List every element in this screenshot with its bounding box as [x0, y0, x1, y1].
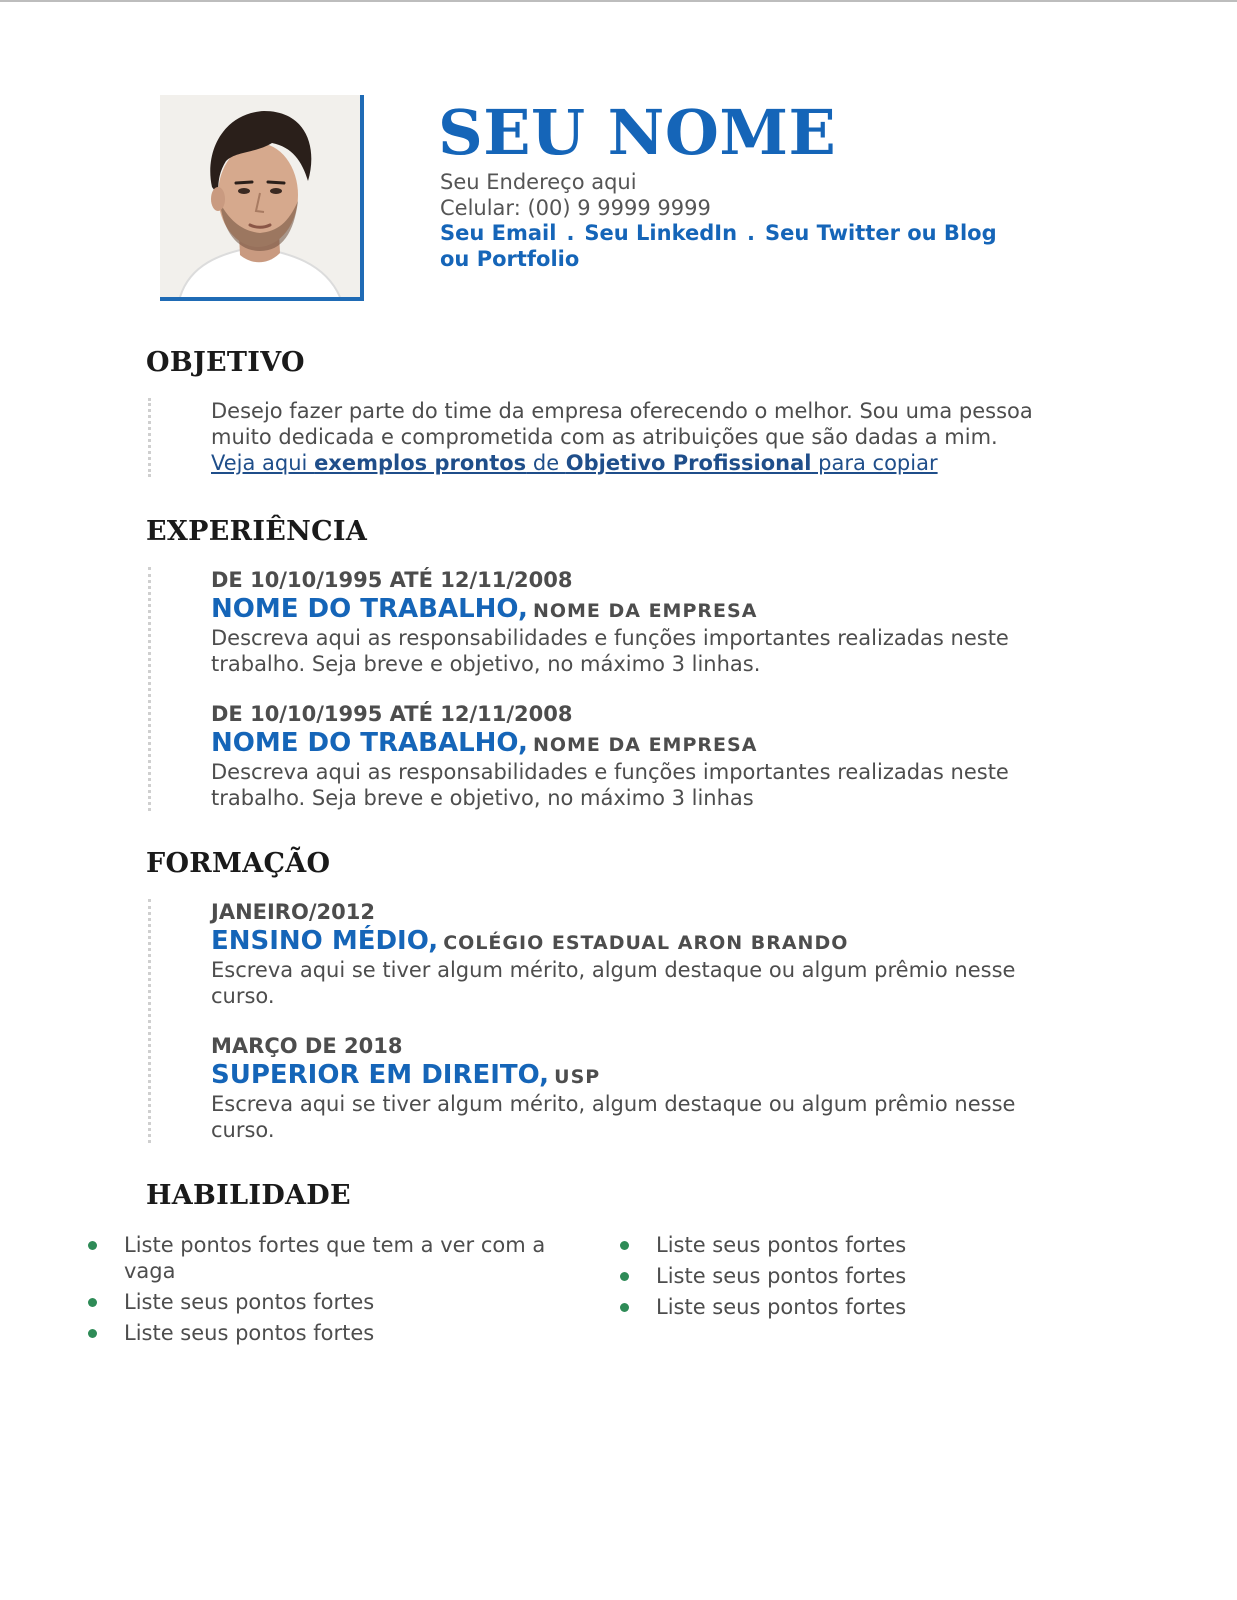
- skill-item: [620, 1263, 1060, 1289]
- section-title-experiencia: EXPERIÊNCIA: [146, 516, 368, 547]
- twitter-link[interactable]: Seu Twitter ou Blog ou Portfolio: [440, 221, 997, 271]
- candidate-name: SEU NOME: [438, 96, 837, 169]
- entry-date: DE 10/10/1995 ATÉ 12/11/2008: [211, 568, 573, 592]
- bullet-icon: [88, 1298, 97, 1307]
- skills-column-right: [620, 1232, 1060, 1325]
- objetivo-block: [148, 398, 1078, 477]
- experience-entry: [211, 701, 1078, 811]
- portrait-image: [160, 95, 360, 297]
- skill-item: [88, 1289, 558, 1315]
- link-text: para copiar: [811, 451, 938, 475]
- link-text: de: [526, 451, 566, 475]
- entry-description: Descreva aqui as responsabilidades e funções importantes realizadas neste trabalho. Seja breve e objetivo, no máximo 3 linhas: [211, 760, 1009, 810]
- entry-heading: [211, 727, 1078, 759]
- entry-date: DE 10/10/1995 ATÉ 12/11/2008: [211, 702, 573, 726]
- experience-entry: [211, 567, 1078, 677]
- profile-photo: [160, 95, 364, 301]
- job-title: NOME DO TRABALHO,: [211, 594, 528, 624]
- school-name: USP: [554, 1066, 601, 1088]
- bullet-icon: [620, 1272, 629, 1281]
- skill-text: Liste seus pontos fortes: [124, 1290, 375, 1314]
- job-title: NOME DO TRABALHO,: [211, 728, 528, 758]
- skill-text: Liste seus pontos fortes: [656, 1233, 907, 1257]
- course-title: SUPERIOR EM DIREITO,: [211, 1060, 550, 1090]
- skill-item: [620, 1294, 1060, 1320]
- entry-date: MARÇO DE 2018: [211, 1034, 403, 1058]
- company-name: NOME DA EMPRESA: [532, 600, 758, 622]
- school-name: COLÉGIO ESTADUAL ARON BRANDO: [443, 932, 849, 954]
- contact-info: [440, 169, 1040, 221]
- bullet-icon: [88, 1329, 97, 1338]
- link-separator: .: [747, 221, 756, 245]
- experiencia-block: [148, 567, 1078, 811]
- phone-text: Celular: (00) 9 9999 9999: [440, 196, 711, 220]
- skill-text: Liste seus pontos fortes: [124, 1321, 375, 1345]
- skill-item: [88, 1320, 558, 1346]
- course-title: ENSINO MÉDIO,: [211, 926, 439, 956]
- objetivo-text: Desejo fazer parte do time da empresa oferecendo o melhor. Sou uma pessoa muito dedicada e comprometida com as atribuições que são dadas a mim.: [211, 399, 1033, 449]
- entry-description: Descreva aqui as responsabilidades e funções importantes realizadas neste trabalho. Seja breve e objetivo, no máximo 3 linhas.: [211, 626, 1009, 676]
- entry-heading: [211, 593, 1078, 625]
- address-text: Seu Endereço aqui: [440, 170, 637, 194]
- company-name: NOME DA EMPRESA: [532, 734, 758, 756]
- education-entry: [211, 1033, 1078, 1143]
- entry-heading: [211, 1059, 1078, 1091]
- education-entry: [211, 899, 1078, 1009]
- bullet-icon: [620, 1241, 629, 1250]
- contact-links: [440, 220, 1020, 272]
- skill-text: Liste seus pontos fortes: [656, 1264, 907, 1288]
- objetivo-examples-link[interactable]: [211, 450, 938, 477]
- link-text-bold: exemplos prontos: [314, 451, 527, 475]
- formacao-block: [148, 899, 1078, 1143]
- entry-heading: [211, 925, 1078, 957]
- entry-description: Escreva aqui se tiver algum mérito, algum destaque ou algum prêmio nesse curso.: [211, 958, 1016, 1008]
- skill-item: [620, 1232, 1060, 1258]
- linkedin-link[interactable]: Seu LinkedIn: [584, 221, 738, 245]
- skills-column-left: [88, 1232, 558, 1351]
- section-title-habilidade: HABILIDADE: [146, 1180, 351, 1211]
- bullet-icon: [88, 1241, 97, 1250]
- entry-description: Escreva aqui se tiver algum mérito, algum destaque ou algum prêmio nesse curso.: [211, 1092, 1016, 1142]
- section-title-formacao: FORMAÇÃO: [146, 848, 331, 879]
- email-link[interactable]: Seu Email: [440, 221, 557, 245]
- bullet-icon: [620, 1303, 629, 1312]
- entry-date: JANEIRO/2012: [211, 900, 375, 924]
- top-rule: [0, 0, 1237, 2]
- skill-text: Liste seus pontos fortes: [656, 1295, 907, 1319]
- link-text-bold: Objetivo Profissional: [565, 451, 812, 475]
- link-text: Veja aqui: [211, 451, 315, 475]
- skill-text: Liste pontos fortes que tem a ver com a vaga: [124, 1233, 546, 1283]
- link-separator: .: [566, 221, 575, 245]
- section-title-objetivo: OBJETIVO: [146, 347, 305, 378]
- skill-item: [88, 1232, 558, 1284]
